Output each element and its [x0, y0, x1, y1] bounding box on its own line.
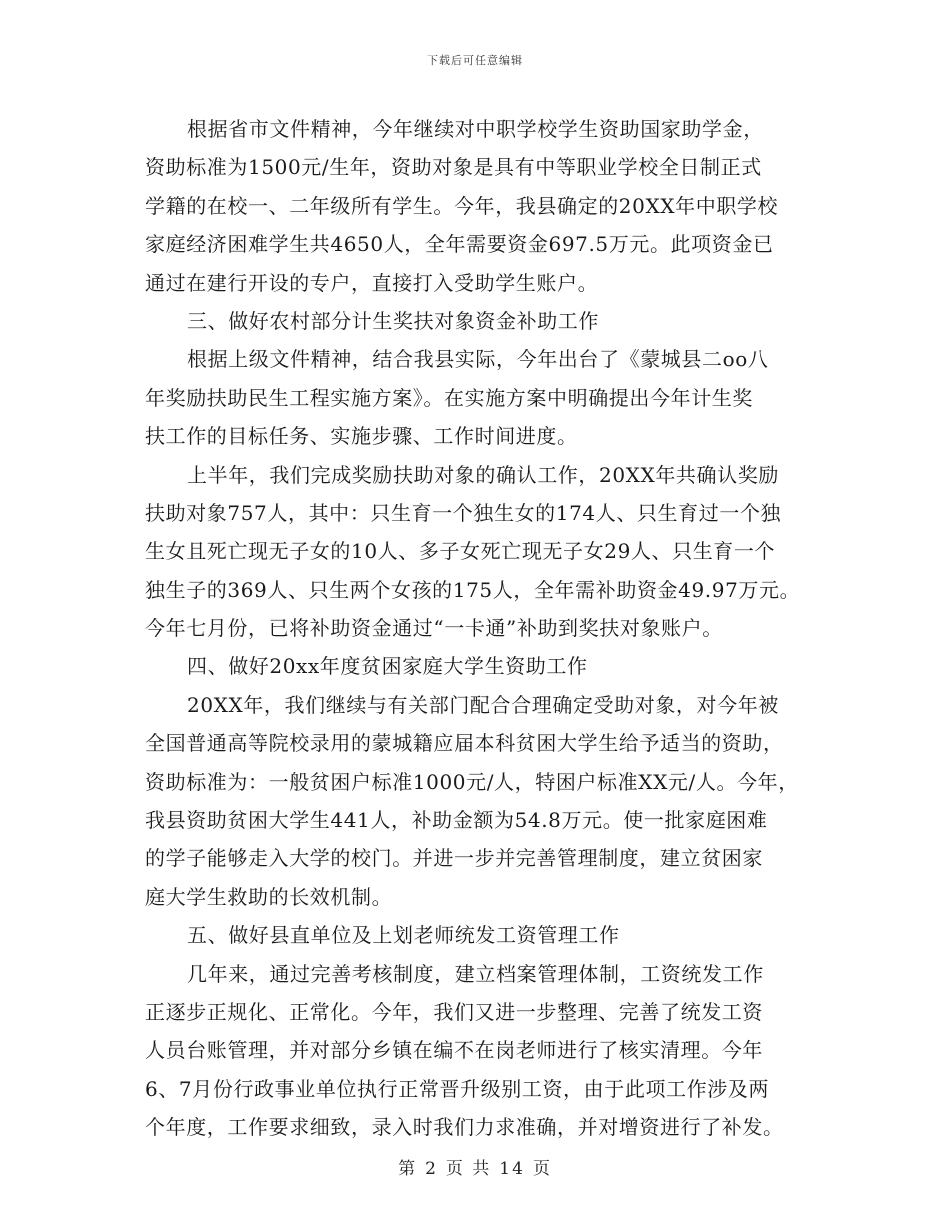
footer-middle: 页 共: [445, 1159, 492, 1179]
text-line: 几年来，通过完善考核制度，建立档案管理体制，工资统发工作: [187, 961, 764, 986]
text-line: 庭大学生救助的长效机制。: [145, 884, 393, 909]
text-line: 四、做好20xx年度贫困家庭大学生资助工作: [187, 654, 588, 679]
text-line: 家庭经济困难学生共4650人，全年需要资金697.5万元。此项资金已: [145, 232, 774, 257]
text-line: 通过在建行开设的专户，直接打入受助学生账户。: [145, 270, 599, 295]
text-line: 扶工作的目标任务、实施步骤、工作时间进度。: [145, 424, 578, 449]
text-line: 学籍的在校一、二年级所有学生。今年，我县确定的20XX年中职学校: [145, 193, 779, 218]
text-line: 独生子的369人、只生两个女孩的175人，全年需补助资金49.97万元。: [145, 577, 801, 602]
text-line: 我县资助贫困大学生441人，补助金额为54.8万元。使一批家庭困难: [145, 808, 768, 833]
text-line: 20XX年，我们继续与有关部门配合合理确定受助对象，对今年被: [187, 692, 779, 717]
footer-prefix: 第: [398, 1159, 418, 1179]
text-line: 年奖励扶助民生工程实施方案》。在实施方案中明确提出今年计生奖: [145, 385, 753, 410]
text-line: 生女且死亡现无子女的10人、多子女死亡现无子女29人、只生育一个: [145, 539, 776, 564]
footer-suffix: 页: [532, 1159, 552, 1179]
text-line: 人员台账管理，并对部分乡镇在编不在岗老师进行了核实清理。今年: [145, 1038, 763, 1063]
document-body: [145, 110, 825, 1147]
page-header-note: 下载后可任意编辑: [427, 54, 523, 67]
text-line: 上半年，我们完成奖励扶助对象的确认工作，20XX年共确认奖励: [187, 462, 779, 487]
text-line: 全国普通高等院校录用的蒙城籍应届本科贫困大学生给予适当的资助，: [145, 731, 784, 756]
text-line: 三、做好农村部分计生奖扶对象资金补助工作: [187, 308, 599, 333]
text-line: 个年度，工作要求细致，录入时我们力求准确，并对增资进行了补发。: [145, 1115, 784, 1140]
text-line: 扶助对象757人，其中：只生育一个独生女的174人、只生育过一个独: [145, 500, 782, 525]
page-footer: [0, 1154, 950, 1179]
footer-page-number: 2: [425, 1159, 438, 1179]
footer-total-pages: 14: [499, 1159, 525, 1179]
text-line: 根据上级文件精神，结合我县实际，今年出台了《蒙城县二oo八: [187, 347, 769, 372]
text-line: 资助标准为：一般贫困户标准1000元/人，特困户标准XX元/人。今年，: [145, 769, 799, 794]
text-line: 五、做好县直单位及上划老师统发工资管理工作: [187, 923, 620, 948]
text-line: 资助标准为1500元/生年，资助对象是具有中等职业学校全日制正式: [145, 155, 762, 180]
text-line: 的学子能够走入大学的校门。并进一步并完善管理制度，建立贫困家: [145, 846, 763, 871]
text-line: 正逐步正规化、正常化。今年，我们又进一步整理、完善了统发工资: [145, 999, 763, 1024]
text-line: 根据省市文件精神，今年继续对中职学校学生资助国家助学金，: [187, 117, 764, 141]
text-line: 今年七月份，已将补助资金通过“一卡通”补助到奖扶对象账户。: [145, 616, 723, 641]
text-line: 6、7月份行政事业单位执行正常晋升级别工资，由于此项工作涉及两: [145, 1076, 770, 1101]
